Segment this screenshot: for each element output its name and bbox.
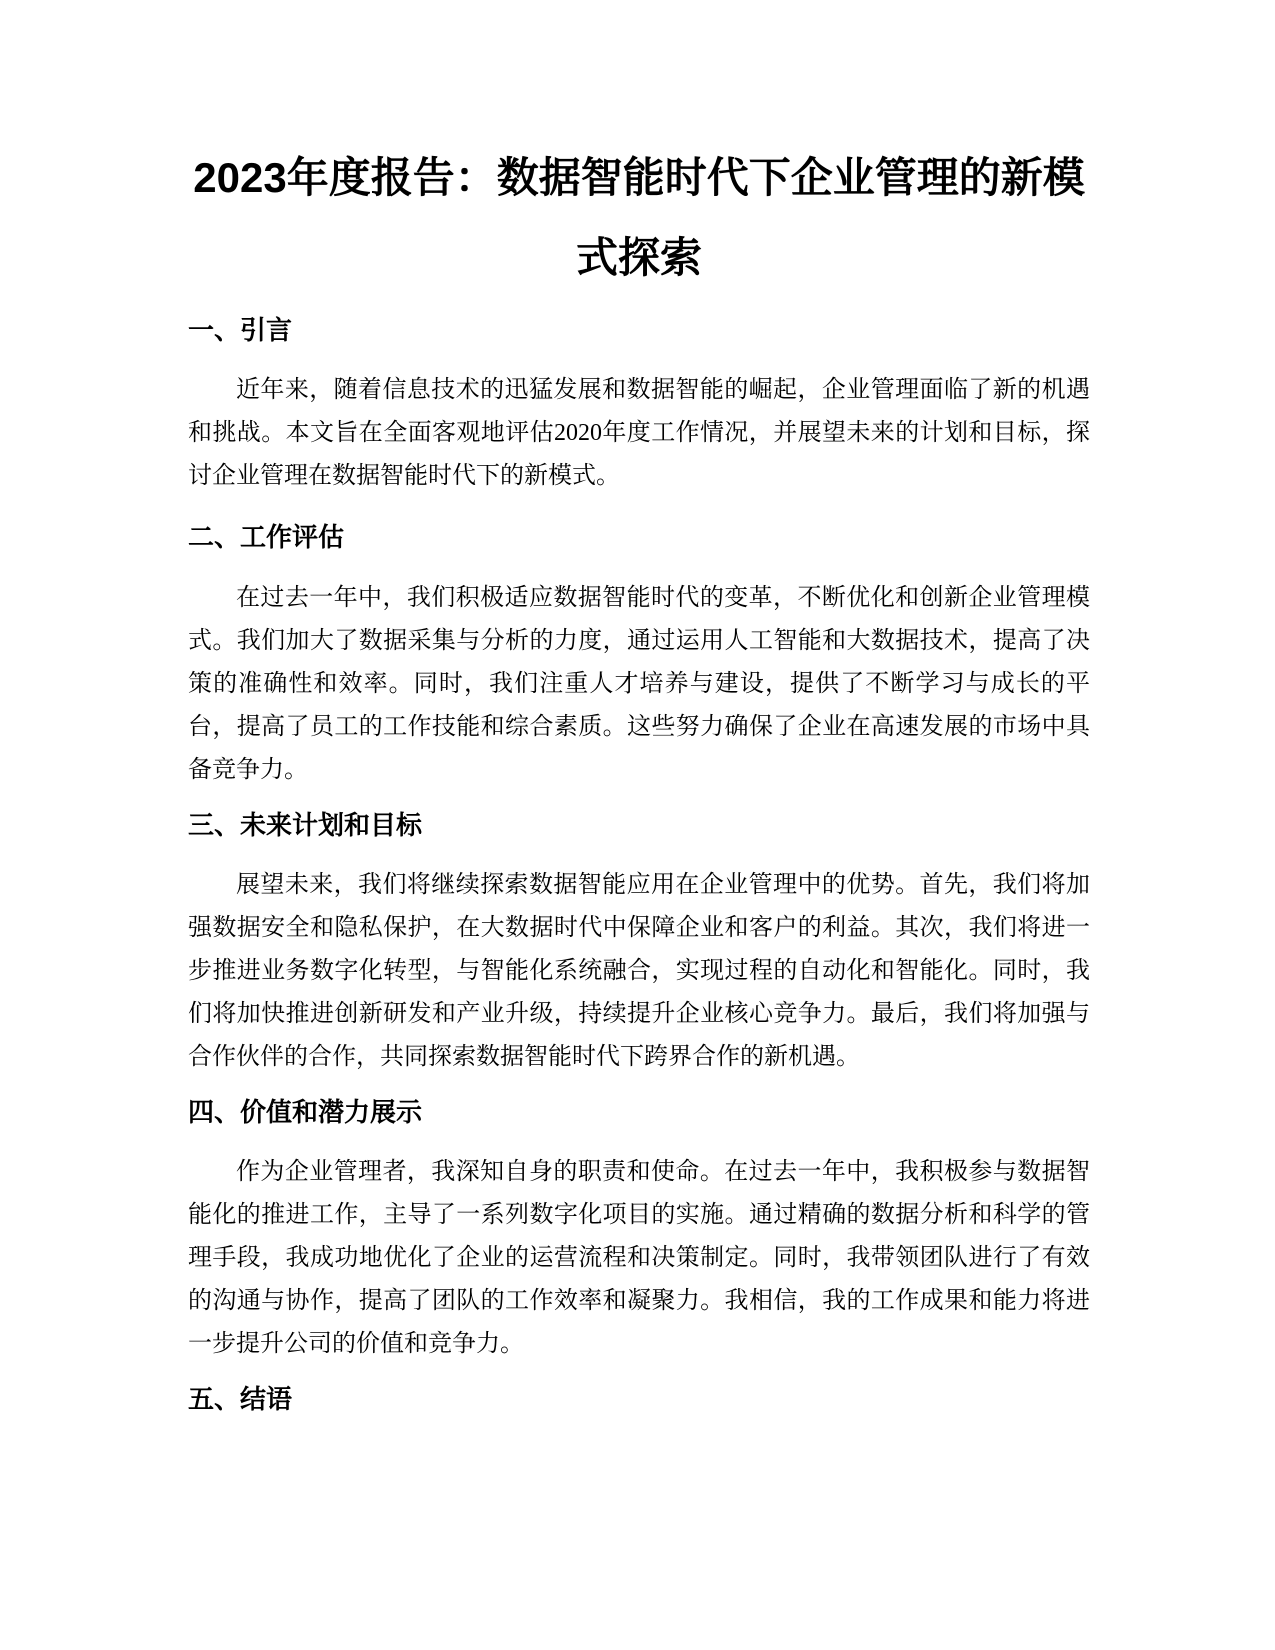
section-heading-value-potential: 四、价值和潜力展示 — [188, 1097, 423, 1127]
section-paragraph-future-plans: 展望未来，我们将继续探索数据智能应用在企业管理中的优势。首先，我们将加强数据安全和隐私保护，在大数据时代中保障企业和客户的利益。其次，我们将进一步推进业务数字化转型，与智能化系统融合，实现过程的自动化和智能化。同时，我们将加快推进创新研发和产业升级，持续提升企业核心竞争力。最后，我们将加强与合作伙伴的合作，共同探索数据智能时代下跨界合作的新机遇。 — [188, 872, 1090, 1070]
document-title: 2023年度报告：数据智能时代下企业管理的新模式探索 — [193, 154, 1085, 281]
section-paragraph-introduction: 近年来，随着信息技术的迅猛发展和数据智能的崛起，企业管理面临了新的机遇和挑战。本文旨在全面客观地评估2020年度工作情况，并展望未来的计划和目标，探讨企业管理在数据智能时代下的新模式。 — [188, 377, 1090, 489]
section-paragraph-value-potential: 作为企业管理者，我深知自身的职责和使命。在过去一年中，我积极参与数据智能化的推进工作，主导了一系列数字化项目的实施。通过精确的数据分析和科学的管理手段，我成功地优化了企业的运营流程和决策制定。同时，我带领团队进行了有效的沟通与协作，提高了团队的工作效率和凝聚力。我相信，我的工作成果和能力将进一步提升公司的价值和竞争力。 — [188, 1159, 1090, 1357]
section-heading-introduction: 一、引言 — [188, 315, 293, 345]
section-heading-future-plans: 三、未来计划和目标 — [188, 810, 423, 840]
section-paragraph-work-evaluation: 在过去一年中，我们积极适应数据智能时代的变革，不断优化和创新企业管理模式。我们加大了数据采集与分析的力度，通过运用人工智能和大数据技术，提高了决策的准确性和效率。同时，我们注重人才培养与建设，提供了不断学习与成长的平台，提高了员工的工作技能和综合素质。这些努力确保了企业在高速发展的市场中具备竞争力。 — [188, 585, 1090, 783]
section-heading-conclusion: 五、结语 — [188, 1384, 293, 1414]
section-heading-work-evaluation: 二、工作评估 — [188, 522, 345, 552]
document-page — [188, 138, 1090, 1414]
